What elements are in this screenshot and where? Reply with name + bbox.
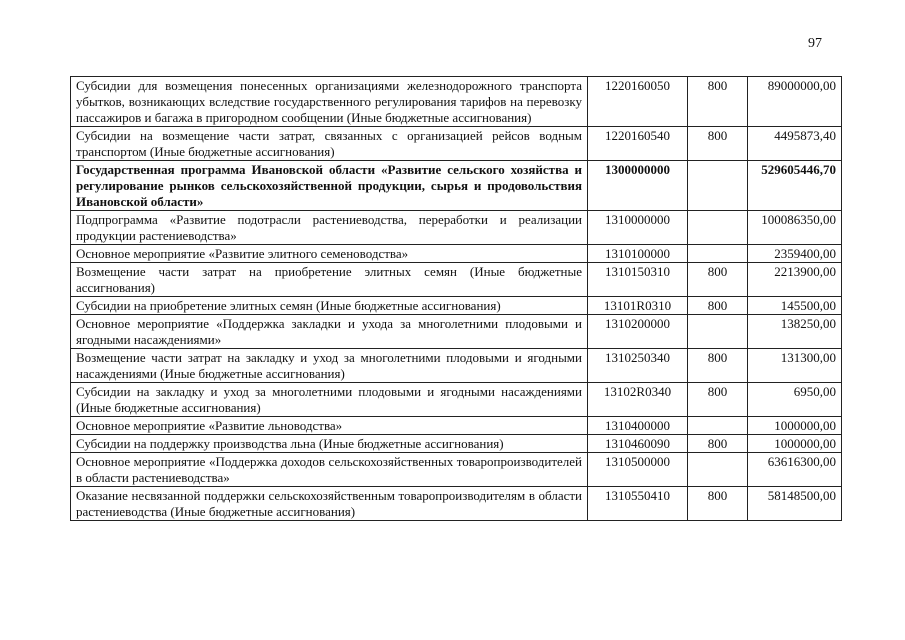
row-description: Субсидии на поддержку производства льна (Иные бюджетные ассигнования) [71, 435, 588, 453]
table-row [71, 211, 842, 245]
row-expense-type: 800 [688, 297, 748, 315]
row-amount: 89000000,00 [748, 77, 842, 127]
table-row [71, 77, 842, 127]
row-amount: 1000000,00 [748, 417, 842, 435]
row-target-code: 1300000000 [588, 161, 688, 211]
row-amount: 6950,00 [748, 383, 842, 417]
row-expense-type [688, 161, 748, 211]
row-description: Возмещение части затрат на закладку и уход за многолетними плодовыми и ягодными насаждениями (Иные бюджетные ассигнования) [71, 349, 588, 383]
row-description: Возмещение части затрат на приобретение элитных семян (Иные бюджетные ассигнования) [71, 263, 588, 297]
table-row [71, 435, 842, 453]
row-description: Субсидии для возмещения понесенных организациями железнодорожного транспорта убытков, возникающих вследствие государственного регулирования тарифов на перевозку пассажиров и багажа в пригородном сообщении (Иные бюджетные ассигнования) [71, 77, 588, 127]
row-amount: 1000000,00 [748, 435, 842, 453]
row-description: Государственная программа Ивановской области «Развитие сельского хозяйства и регулирование рынков сельскохозяйственной продукции, сырья и продовольствия Ивановской области» [71, 161, 588, 211]
row-description: Подпрограмма «Развитие подотрасли растениеводства, переработки и реализации продукции растениеводства» [71, 211, 588, 245]
row-amount: 63616300,00 [748, 453, 842, 487]
row-expense-type: 800 [688, 77, 748, 127]
row-target-code: 13101R0310 [588, 297, 688, 315]
row-expense-type: 800 [688, 487, 748, 521]
table-row [71, 417, 842, 435]
row-target-code: 1310550410 [588, 487, 688, 521]
row-target-code: 1220160540 [588, 127, 688, 161]
table-row [71, 127, 842, 161]
row-expense-type [688, 453, 748, 487]
row-expense-type [688, 245, 748, 263]
row-target-code: 1310000000 [588, 211, 688, 245]
row-target-code: 1310500000 [588, 453, 688, 487]
row-amount: 4495873,40 [748, 127, 842, 161]
row-amount: 100086350,00 [748, 211, 842, 245]
row-description: Основное мероприятие «Развитие льноводства» [71, 417, 588, 435]
row-description: Субсидии на закладку и уход за многолетними плодовыми и ягодными насаждениями (Иные бюджетные ассигнования) [71, 383, 588, 417]
row-target-code: 1310150310 [588, 263, 688, 297]
row-target-code: 1310400000 [588, 417, 688, 435]
table-row [71, 315, 842, 349]
row-amount: 529605446,70 [748, 161, 842, 211]
row-amount: 145500,00 [748, 297, 842, 315]
row-target-code: 1310200000 [588, 315, 688, 349]
row-target-code: 1310250340 [588, 349, 688, 383]
table-row [71, 245, 842, 263]
row-expense-type: 800 [688, 435, 748, 453]
row-expense-type [688, 315, 748, 349]
row-expense-type: 800 [688, 349, 748, 383]
row-expense-type: 800 [688, 383, 748, 417]
row-target-code: 1220160050 [588, 77, 688, 127]
table-row [71, 297, 842, 315]
row-expense-type: 800 [688, 263, 748, 297]
row-amount: 138250,00 [748, 315, 842, 349]
row-amount: 58148500,00 [748, 487, 842, 521]
table-row [71, 383, 842, 417]
row-expense-type [688, 417, 748, 435]
row-description: Основное мероприятие «Поддержка закладки и ухода за многолетними плодовыми и ягодными насаждениями» [71, 315, 588, 349]
table-row [71, 263, 842, 297]
table-row [71, 349, 842, 383]
row-expense-type [688, 211, 748, 245]
table-row [71, 453, 842, 487]
row-description: Основное мероприятие «Поддержка доходов сельскохозяйственных товаропроизводителей в области растениеводства» [71, 453, 588, 487]
row-description: Основное мероприятие «Развитие элитного семеноводства» [71, 245, 588, 263]
row-amount: 2359400,00 [748, 245, 842, 263]
row-description: Субсидии на приобретение элитных семян (Иные бюджетные ассигнования) [71, 297, 588, 315]
table-row [71, 487, 842, 521]
row-amount: 131300,00 [748, 349, 842, 383]
table-row-program [71, 161, 842, 211]
row-amount: 2213900,00 [748, 263, 842, 297]
row-description: Субсидии на возмещение части затрат, связанных с организацией рейсов водным транспортом (Иные бюджетные ассигнования) [71, 127, 588, 161]
row-target-code: 1310100000 [588, 245, 688, 263]
budget-table [70, 76, 842, 521]
row-target-code: 13102R0340 [588, 383, 688, 417]
row-description: Оказание несвязанной поддержки сельскохозяйственным товаропроизводителям в области растениеводства (Иные бюджетные ассигнования) [71, 487, 588, 521]
row-expense-type: 800 [688, 127, 748, 161]
page-number: 97 [808, 36, 822, 51]
row-target-code: 1310460090 [588, 435, 688, 453]
